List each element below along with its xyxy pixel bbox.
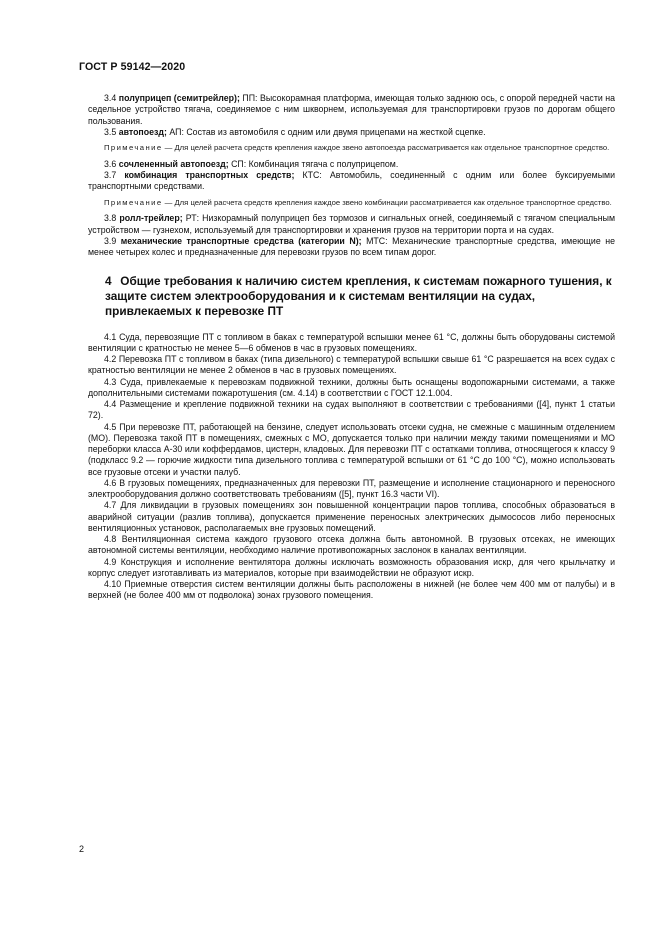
page-number: 2 (79, 844, 85, 854)
paragraph-4-2: 4.2 Перевозка ПТ с топливом в баках (типа дизельного) с температурой вспышки свыше 61 °С разрешается на всех судах с кратностью вентиляции не менее 2 обменов в час в грузовых помещениях. (88, 354, 615, 376)
paragraph-4-9: 4.9 Конструкция и исполнение вентилятора должны исключать возможность образования искр, для чего крыльчатку и корпус следует изготавливать из материалов, которые при взаимодействии не образуют искр. (88, 556, 615, 578)
note-1: Примечание — Для целей расчета средств крепления каждое звено автопоезда рассматривается как отдельное транспортное средство. (104, 143, 610, 152)
paragraph-4-1: 4.1 Суда, перевозящие ПТ с топливом в баках с температурой вспышки менее 61 °С, должны быть оборудованы системой вентиляции с кратностью не менее 5—6 обменов в час в грузовых помещениях. (88, 331, 615, 353)
document-body (88, 93, 615, 602)
paragraph-4-4: 4.4 Размещение и крепление подвижной техники на судах выполняют в соответствии с требованиями ([4], пункт 1 статьи 72). (88, 399, 615, 421)
paragraph-4-6: 4.6 В грузовых помещениях, предназначенных для перевозки ПТ, размещение и исполнение стационарного и переносного электрооборудования должно соответствовать требованиям ([5], пункт 16.3 части VI). (88, 477, 615, 500)
definition-3-5: 3.5 автопоезд; АП: Состав из автомобиля с одним или двумя прицепами на жесткой сцепке. (104, 126, 486, 137)
standard-header: ГОСТ Р 59142—2020 (79, 61, 186, 73)
definition-3-4: 3.4 полуприцеп (семитрейлер); ПП: Высокорамная платформа, имеющая только заднюю ось, с опорой передней части на седельное устройство тягача, соединяемое с ним шкворнем, используемая для транспортировки грузов по дорогам общего пользования. (88, 93, 616, 126)
paragraph-4-5: 4.5 При перевозке ПТ, работающей на бензине, следует использовать отсеки судна, не смежные с машинным отделением (МО). Перевозка такой ПТ в помещениях, смежных с МО, допускается только при наличии между такими помещениями и МО переборки класса А-30 или коффердамов, цистерн, кладовых. Для перевозки ПТ с остатками топлива, относящегося к классу 9 (подкласс 9.2 — горючие жидкости типа дизельного топлива с температурой вспышки от 61 °С до 100 °С), можно использовать все грузовые отсеки и участки палуб. (88, 421, 615, 477)
paragraph-4-8: 4.8 Вентиляционная система каждого грузового отсека должна быть автономной. В грузовых отсеках, не имеющих автономной системы вентиляции, необходимо наличие противопожарных заслонок в каналах вентиляции. (88, 534, 615, 556)
definition-3-9: 3.9 механические транспортные средства (категории N); МТС: Механические транспортные средства, имеющие не менее четырех колес и предназначенные для перевозки грузов по всем типам дорог. (88, 235, 615, 258)
paragraph-4-3: 4.3 Суда, привлекаемые к перевозкам подвижной техники, должны быть оснащены водопожарными системами, а также дополнительными системами пожаротушения (см. 4.14) в соответствии с ГОСТ 12.1.004. (88, 376, 615, 398)
definition-3-8: 3.8 ролл-трейлер; РТ: Низкорамный полуприцеп без тормозов и сигнальных огней, соединяемый с тягачом специальным устройством — гузнехом, используемый для транспортировки и хранения грузов на территории порта и на судах. (88, 213, 615, 235)
note-2: Примечание — Для целей расчета средств крепления каждое звено комбинации рассматривается как отдельное транспортное средство. (104, 197, 612, 207)
paragraph-4-10: 4.10 Приемные отверстия систем вентиляции должны быть расположены в нижней (не более чем 400 мм от палубы) и в верхней (не более 400 мм от подволока) зонах грузового помещения. (88, 579, 615, 601)
paragraph-4-7: 4.7 Для ликвидации в грузовых помещениях зон повышенной концентрации паров топлива, способных образоваться в аварийной ситуации (разлив топлива), допускается применение переносных электрических дымососов либо переносных вентиляционных установок, располагаемых вне грузовых помещений. (88, 500, 615, 533)
section-4-heading: 4 Общие требования к наличию систем крепления, к системам пожарного тушения, к защите систем электрооборудования и к системам вентиляции на судах, привлекаемых к перевозке ПТ (105, 274, 612, 318)
definition-3-7: 3.7 комбинация транспортных средств; КТС: Автомобиль, соединенный с одним или более буксируемыми транспортными средствами. (88, 170, 615, 192)
definition-3-6: 3.6 сочлененный автопоезд; СП: Комбинация тягача с полуприцепом. (104, 158, 399, 169)
